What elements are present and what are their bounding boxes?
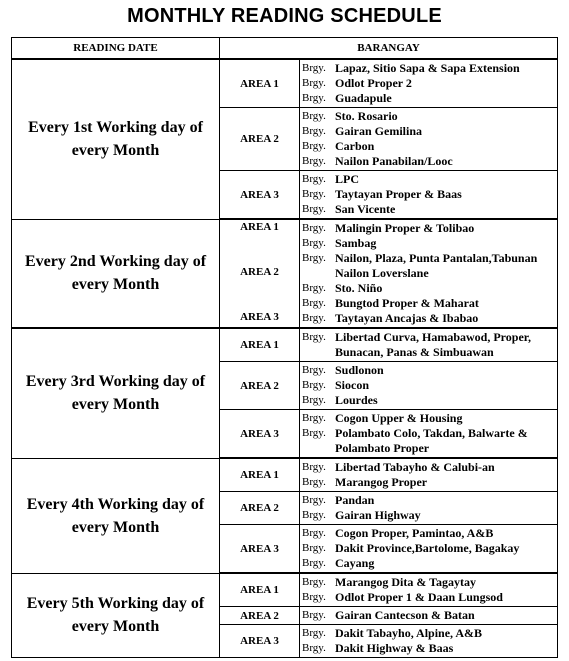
barangay-name: Carbon (335, 139, 375, 153)
list-item (302, 91, 555, 106)
barangay-prefix: Brgy. (302, 542, 326, 554)
reading-date-line: Every 2nd Working day of (24, 253, 207, 271)
barangay-name: Cogon Proper, Pamintao, A&B (335, 526, 494, 540)
barangay-name: Polambato Colo, Takdan, Balwarte & (335, 426, 528, 440)
list-item (302, 281, 555, 296)
area-label-column (220, 219, 300, 328)
barangay-name: Nailon Panabilan/Looc (335, 154, 453, 168)
reading-date-line: Every 5th Working day of (26, 595, 205, 613)
reading-date-cell (12, 219, 220, 328)
barangay-list (300, 492, 558, 525)
table-row (12, 219, 558, 328)
schedule-table (11, 37, 558, 658)
reading-date-line: every Month (71, 618, 160, 636)
barangay-list (300, 362, 558, 410)
list-item (302, 460, 555, 475)
area-label: AREA 2 (220, 108, 300, 171)
list-item (302, 626, 555, 641)
list-item (302, 221, 555, 236)
barangay-prefix: Brgy. (302, 312, 326, 324)
header-barangay: BARANGAY (220, 38, 558, 60)
area-label: AREA 3 (220, 625, 300, 658)
reading-date-line: every Month (71, 396, 160, 414)
reading-date-line: Every 3rd Working day of (25, 373, 206, 391)
header-reading-date: READING DATE (12, 38, 220, 60)
list-item (302, 590, 555, 605)
barangay-list (300, 328, 558, 362)
barangay-prefix: Brgy. (302, 297, 326, 309)
barangay-prefix: Brgy. (302, 125, 326, 137)
barangay-list (300, 625, 558, 658)
area-label: AREA 3 (220, 410, 300, 459)
barangay-list (300, 573, 558, 607)
area-label: AREA 1 (220, 573, 300, 607)
reading-date-line: every Month (71, 276, 160, 294)
reading-date-cell (12, 59, 220, 219)
barangay-name: Dakit Province,Bartolome, Bagakay (335, 541, 520, 555)
barangay-name: Nailon Loverslane (335, 266, 429, 280)
barangay-prefix: Brgy. (302, 394, 326, 406)
barangay-prefix: Brgy. (302, 461, 326, 473)
area-label: AREA 2 (220, 607, 300, 625)
reading-date-line: every Month (71, 518, 160, 536)
list-item (302, 508, 555, 523)
barangay-list (300, 458, 558, 492)
barangay-list (300, 59, 558, 108)
barangay-prefix: Brgy. (302, 627, 326, 639)
barangay-name: Taytayan Proper & Baas (335, 187, 462, 201)
barangay-list (300, 410, 558, 459)
list-item (302, 641, 555, 656)
barangay-prefix: Brgy. (302, 591, 326, 603)
list-item (302, 378, 555, 393)
table-row (12, 458, 558, 492)
barangay-prefix: Brgy. (302, 140, 326, 152)
barangay-prefix: Brgy. (302, 331, 326, 343)
barangay-name: Gairan Gemilina (335, 124, 422, 138)
list-item (302, 266, 555, 281)
table-row (12, 59, 558, 108)
barangay-list (300, 108, 558, 171)
area-label: AREA 1 (240, 221, 279, 233)
area-label: AREA 1 (220, 458, 300, 492)
reading-date-line: Every 1st Working day of (28, 119, 203, 137)
table-row (12, 328, 558, 362)
barangay-list (300, 171, 558, 220)
barangay-name: Lapaz, Sitio Sapa & Sapa Extension (335, 61, 520, 75)
barangay-prefix: Brgy. (302, 92, 326, 104)
barangay-list (300, 219, 558, 328)
area-label: AREA 2 (220, 492, 300, 525)
list-item (302, 251, 555, 266)
barangay-prefix: Brgy. (302, 62, 326, 74)
list-item (302, 139, 555, 154)
barangay-name: Odlot Proper 2 (335, 76, 412, 90)
list-item (302, 187, 555, 202)
barangay-name: Marangog Dita & Tagaytay (335, 575, 476, 589)
reading-date-cell (12, 573, 220, 658)
area-label: AREA 1 (220, 59, 300, 108)
list-item (302, 475, 555, 490)
area-label: AREA 2 (220, 362, 300, 410)
barangay-prefix: Brgy. (302, 412, 326, 424)
barangay-name: San Vicente (335, 202, 396, 216)
list-item (302, 608, 555, 623)
barangay-prefix: Brgy. (302, 427, 326, 439)
barangay-name: Malingin Proper & Tolibao (335, 221, 475, 235)
barangay-prefix: Brgy. (302, 110, 326, 122)
barangay-name: Cogon Upper & Housing (335, 411, 463, 425)
reading-date-cell (12, 458, 220, 573)
list-item (302, 311, 555, 326)
list-item (302, 575, 555, 590)
list-item (302, 363, 555, 378)
barangay-name: Polambato Proper (335, 441, 430, 455)
barangay-name: Dakit Highway & Baas (335, 641, 454, 655)
barangay-name: Gairan Cantecson & Batan (335, 608, 475, 622)
area-label: AREA 3 (220, 525, 300, 574)
barangay-prefix: Brgy. (302, 364, 326, 376)
barangay-prefix: Brgy. (302, 77, 326, 89)
list-item (302, 556, 555, 571)
barangay-name: Cayang (335, 556, 375, 570)
barangay-prefix: Brgy. (302, 527, 326, 539)
barangay-name: Bunacan, Panas & Simbuawan (335, 345, 494, 359)
barangay-name: Pandan (335, 493, 375, 507)
area-label: AREA 1 (220, 328, 300, 362)
barangay-name: Libertad Tabayho & Calubi-an (335, 460, 495, 474)
barangay-name: Sto. Rosario (335, 109, 398, 123)
list-item (302, 172, 555, 187)
list-item (302, 426, 555, 441)
list-item (302, 296, 555, 311)
list-item (302, 61, 555, 76)
list-item (302, 109, 555, 124)
reading-date-line: every Month (71, 142, 160, 160)
area-label: AREA 3 (220, 171, 300, 220)
table-row (12, 573, 558, 607)
barangay-name: Guadapule (335, 91, 392, 105)
list-item (302, 541, 555, 556)
barangay-prefix: Brgy. (302, 252, 326, 264)
barangay-prefix: Brgy. (302, 237, 326, 249)
reading-date-cell (12, 328, 220, 458)
barangay-prefix: Brgy. (302, 476, 326, 488)
barangay-prefix: Brgy. (302, 379, 326, 391)
barangay-name: Bungtod Proper & Maharat (335, 296, 479, 310)
barangay-name: Siocon (335, 378, 370, 392)
list-item (302, 202, 555, 217)
barangay-name: Sambag (335, 236, 377, 250)
barangay-prefix: Brgy. (302, 557, 326, 569)
reading-date-line: Every 4th Working day of (26, 495, 205, 513)
barangay-prefix: Brgy. (302, 509, 326, 521)
barangay-name: LPC (335, 172, 359, 186)
page-title: MONTHLY READING SCHEDULE (127, 5, 442, 27)
barangay-prefix: Brgy. (302, 282, 326, 294)
header-row (12, 38, 558, 60)
barangay-name: Gairan Highway (335, 508, 421, 522)
list-item (302, 493, 555, 508)
barangay-name: Odlot Proper 1 & Daan Lungsod (335, 590, 503, 604)
barangay-name: Sto. Niño (335, 281, 383, 295)
barangay-prefix: Brgy. (302, 188, 326, 200)
list-item (302, 330, 555, 345)
list-item (302, 526, 555, 541)
barangay-prefix: Brgy. (302, 155, 326, 167)
area-label: AREA 3 (240, 311, 279, 323)
list-item (302, 393, 555, 408)
barangay-name: Dakit Tabayho, Alpine, A&B (335, 626, 483, 640)
list-item (302, 76, 555, 91)
barangay-name: Lourdes (335, 393, 378, 407)
barangay-list (300, 525, 558, 574)
barangay-prefix: Brgy. (302, 173, 326, 185)
list-item (302, 411, 555, 426)
list-item (302, 236, 555, 251)
list-item (302, 124, 555, 139)
area-label: AREA 2 (240, 266, 279, 278)
barangay-name: Sudlonon (335, 363, 384, 377)
barangay-name: Marangog Proper (335, 475, 428, 489)
barangay-name: Taytayan Ancajas & Ibabao (335, 311, 479, 325)
list-item (302, 154, 555, 169)
barangay-name: Libertad Curva, Hamabawod, Proper, (335, 330, 532, 344)
barangay-prefix: Brgy. (302, 642, 326, 654)
barangay-prefix: Brgy. (302, 576, 326, 588)
barangay-name: Nailon, Plaza, Punta Pantalan,Tabunan (335, 251, 538, 265)
list-item (302, 345, 555, 360)
barangay-list (300, 607, 558, 625)
barangay-prefix: Brgy. (302, 609, 326, 621)
barangay-prefix: Brgy. (302, 222, 326, 234)
barangay-prefix: Brgy. (302, 494, 326, 506)
barangay-prefix: Brgy. (302, 203, 326, 215)
list-item (302, 441, 555, 456)
